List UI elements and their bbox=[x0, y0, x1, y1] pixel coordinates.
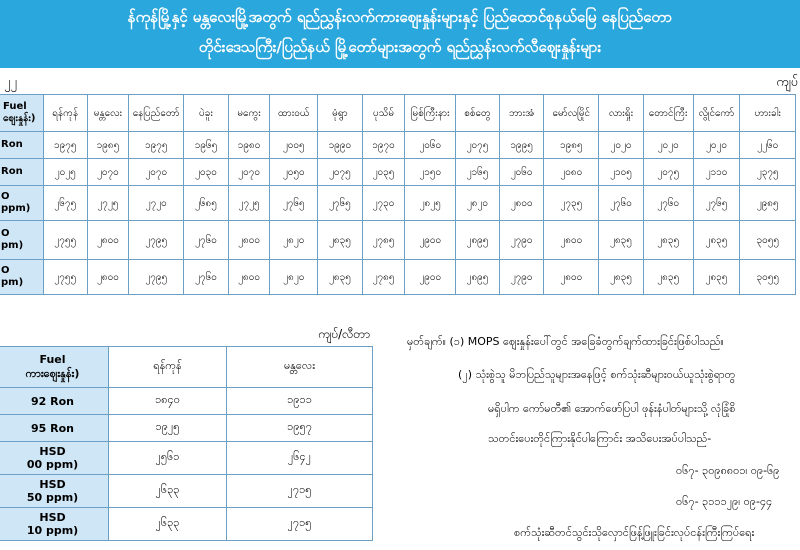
column-header: မြစ်ကြီးနား bbox=[405, 95, 456, 132]
fuel-type-line: pm) bbox=[1, 277, 24, 288]
fuel-header-cell bbox=[0, 95, 43, 132]
price-cell: ၃၀၅၅ bbox=[740, 221, 796, 260]
price-cell: ၂၈၂၅ bbox=[405, 186, 456, 221]
column-header: ဟားခါး bbox=[740, 95, 796, 132]
price-cell: ၂၀၇၀ bbox=[228, 159, 270, 186]
column-header: လားရှိုး bbox=[599, 95, 644, 132]
fuel-type-line: pm) bbox=[1, 240, 24, 251]
price-cell: ၂၇၈၅ bbox=[362, 221, 405, 260]
price-cell: ၂၁၁၀ bbox=[693, 159, 740, 186]
page-header bbox=[0, 0, 800, 68]
note-2: (၂) သုံးစွဲသူ မိဘပြည်သူများအနေဖြင့် စက်သုံးဆီများဝယ်ယူသုံးစွဲရာတွ bbox=[458, 368, 736, 381]
table-row bbox=[0, 508, 373, 541]
price-cell: ၁၉၈၅ bbox=[544, 132, 599, 159]
note-3: မရှိပါက ကော်မတီ၏ အောက်ဖော်ပြပါ ဖုန်းနံပါတ်များသို့ လုံခြုံစိ bbox=[488, 402, 736, 415]
fuel-header-line: Fuel bbox=[3, 101, 27, 112]
column-header: လွိုင်ကော် bbox=[693, 95, 740, 132]
price-cell: ၁၉၂၅ bbox=[109, 415, 227, 442]
price-cell: ၂၀၂၅ bbox=[43, 159, 87, 186]
price-cell: ၂၈၂၀ bbox=[456, 186, 500, 221]
header-title-line-1: န်ကုန်မြို့နှင့် မန္တလေးမြို့အတွက် ရည်ညွှန်းလက်ကားဈေးနှုန်းများနှင့် ပြည်ထောင်စုနယ်မြေ နေပြည်တော bbox=[127, 8, 673, 26]
price-cell: ၂၇၅၅ bbox=[43, 221, 87, 260]
fuel-type-line: 95 Ron bbox=[31, 421, 74, 435]
column-header: ပုသိမ် bbox=[362, 95, 405, 132]
price-cell: ၂၀၇၀ bbox=[87, 159, 129, 186]
price-cell: ၂၈၀၀ bbox=[499, 186, 544, 221]
table-row bbox=[0, 442, 373, 475]
price-cell: ၂၇၂၀ bbox=[129, 186, 184, 221]
column-header: မန္တလေး bbox=[227, 347, 373, 388]
note-1: မှတ်ချက်။ (၁) MOPS ဈေးနှုန်းပေါ်တွင် အခြေခံတွက်ချက်ထားခြင်းဖြစ်ပါသည်။ bbox=[407, 335, 724, 348]
table-row bbox=[0, 221, 796, 260]
price-cell: ၂၇၈၅ bbox=[362, 260, 405, 295]
price-cell: ၂၀၇၅ bbox=[456, 132, 500, 159]
fuel-header-line: ကားဈေးနှုန်း) bbox=[25, 367, 80, 380]
price-cell: ၂၇၆၅ bbox=[318, 186, 363, 221]
price-cell: ၂၈၃၅ bbox=[318, 260, 363, 295]
price-cell: ၂၀၆၀ bbox=[405, 132, 456, 159]
column-header: ဘားအံ bbox=[499, 95, 544, 132]
fuel-type-cell bbox=[0, 508, 109, 541]
price-cell: ၁၉၇၀ bbox=[362, 132, 405, 159]
price-cell: ၂၇၆၀ bbox=[599, 186, 644, 221]
fuel-type-cell bbox=[0, 221, 43, 260]
price-cell: ၁၉၇၅ bbox=[43, 132, 87, 159]
price-cell: ၂၇၂၅ bbox=[87, 186, 129, 221]
fuel-type-line: 10 ppm) bbox=[26, 524, 79, 537]
price-cell: ၂၇၁၅ bbox=[227, 508, 373, 541]
fuel-type-line: Ron bbox=[1, 166, 23, 177]
table-row bbox=[0, 159, 796, 186]
table-row bbox=[0, 260, 796, 295]
price-cell: ၁၈၄၀ bbox=[109, 388, 227, 415]
fuel-header-line: Fuel bbox=[39, 353, 66, 366]
column-header: တောင်ကြီး bbox=[643, 95, 693, 132]
price-cell: ၃၀၅၅ bbox=[740, 260, 796, 295]
price-cell: ၂၈၀၀ bbox=[544, 221, 599, 260]
column-header: နေပြည်တော် bbox=[129, 95, 184, 132]
price-cell: ၂၇၃၀ bbox=[362, 186, 405, 221]
price-cell: ၂၀၂၀ bbox=[693, 132, 740, 159]
price-cell: ၂၇၆၀ bbox=[184, 260, 229, 295]
column-header: မော်လမြိုင် bbox=[544, 95, 599, 132]
price-cell: ၂၀၇၅ bbox=[318, 159, 363, 186]
fuel-type-cell bbox=[0, 186, 43, 221]
price-cell: ၂၈၀၀ bbox=[544, 260, 599, 295]
column-header: ထားဝယ် bbox=[270, 95, 318, 132]
note-4: သတင်းပေးတိုင်ကြားနိုင်ပါကြောင်း အသိပေးအပ်ပါသည်- bbox=[488, 432, 712, 445]
table-row bbox=[0, 388, 373, 415]
fuel-type-line: Ron bbox=[1, 139, 23, 150]
price-cell: ၂၈၀၀ bbox=[228, 221, 270, 260]
price-cell: ၁၉၈၀ bbox=[228, 132, 270, 159]
price-cell: ၁၉၁၁ bbox=[227, 388, 373, 415]
unit-label-top: ကျပ် bbox=[776, 75, 798, 90]
fuel-header-line: ဈေးနှုန်း) bbox=[3, 113, 36, 124]
fuel-type-cell bbox=[0, 388, 109, 415]
price-cell: ၂၂၆၀ bbox=[740, 132, 796, 159]
fuel-type-line: HSD bbox=[39, 478, 66, 491]
table-row bbox=[0, 415, 373, 442]
price-cell: ၂၇၃၅ bbox=[544, 186, 599, 221]
price-cell: ၂၇၉၀ bbox=[499, 260, 544, 295]
fuel-type-line: HSD bbox=[39, 511, 66, 524]
fuel-type-line: HSD bbox=[39, 445, 66, 458]
price-cell: ၂၉၀၀ bbox=[405, 221, 456, 260]
price-cell: ၂၃၇၅ bbox=[740, 159, 796, 186]
price-cell: ၂၇၆၅ bbox=[270, 186, 318, 221]
price-cell: ၂၈၀၀ bbox=[228, 260, 270, 295]
price-cell: ၂၇၆၅ bbox=[693, 186, 740, 221]
price-cell: ၂၇၉၀ bbox=[499, 221, 544, 260]
price-cell: ၂၈၃၅ bbox=[693, 260, 740, 295]
column-header: ပဲခူး bbox=[184, 95, 229, 132]
price-cell: ၂၇၉၅ bbox=[129, 260, 184, 295]
column-header: ရန်ကုန် bbox=[43, 95, 87, 132]
price-cell: ၂၈၃၅ bbox=[643, 260, 693, 295]
price-cell: ၂၈၀၀ bbox=[87, 221, 129, 260]
price-cell: ၁၉၉၀ bbox=[318, 132, 363, 159]
header-title-line-2: တိုင်းဒေသကြီး/ပြည်နယ် မြို့တော်များအတွက် ရည်ညွှန်းလက်လီဈေးနှုန်းများ bbox=[198, 38, 602, 56]
price-cell: ၂၀၃၅ bbox=[362, 159, 405, 186]
price-cell: ၂၈၃၅ bbox=[599, 221, 644, 260]
price-cell: ၂၀၇၀ bbox=[129, 159, 184, 186]
price-cell: ၂၆၃၃ bbox=[109, 475, 227, 508]
price-cell: ၂၆၈၅ bbox=[184, 186, 229, 221]
price-cell: ၂၀၇၅ bbox=[643, 159, 693, 186]
price-cell: ၂၉၈၅ bbox=[740, 186, 796, 221]
retail-price-table bbox=[0, 94, 796, 295]
price-cell: ၂၁၆၅ bbox=[456, 159, 500, 186]
price-cell: ၂၇၁၅ bbox=[227, 475, 373, 508]
table-row bbox=[0, 186, 796, 221]
price-cell: ၂၉၀၀ bbox=[405, 260, 456, 295]
fuel-type-cell bbox=[0, 159, 43, 186]
price-cell: ၂၅၆၁ bbox=[109, 442, 227, 475]
fuel-type-line: O bbox=[1, 228, 10, 239]
column-header: မန္တလေး bbox=[87, 95, 129, 132]
price-cell: ၂၀၆၀ bbox=[499, 159, 544, 186]
price-cell: ၁၉၉၅ bbox=[499, 132, 544, 159]
price-cell: ၂၆၄၂ bbox=[227, 442, 373, 475]
fuel-type-line: 92 Ron bbox=[31, 394, 74, 408]
price-cell: ၂၈၃၅ bbox=[599, 260, 644, 295]
price-cell: ၂၇၉၅ bbox=[129, 221, 184, 260]
price-cell: ၂၆၃၃ bbox=[109, 508, 227, 541]
fuel-type-cell bbox=[0, 132, 43, 159]
fuel-type-cell bbox=[0, 475, 109, 508]
fuel-type-cell bbox=[0, 260, 43, 295]
price-cell: ၂၆၇၅ bbox=[43, 186, 87, 221]
price-cell: ၂၀၂၀ bbox=[643, 132, 693, 159]
price-cell: ၂၇၅၅ bbox=[43, 260, 87, 295]
contact-phone-1: ၀၆၇- ၃၀၉၈၈၀၁၊ ၀၉-၆၉ bbox=[676, 464, 780, 477]
wholesale-price-table bbox=[0, 346, 373, 541]
price-cell: ၂၈၃၅ bbox=[693, 221, 740, 260]
committee-name: စက်သုံးဆီတင်သွင်းသိုလှောင်ဖြန့်ဖြူးခြင်းလုပ်ငန်းကြီးကြပ်ရေး bbox=[514, 526, 755, 539]
price-cell: ၂၁၀၅ bbox=[599, 159, 644, 186]
price-cell: ၂၀၅၀ bbox=[270, 159, 318, 186]
table-row bbox=[0, 475, 373, 508]
price-cell: ၂၀၀၅ bbox=[270, 132, 318, 159]
fuel-type-line: 50 ppm) bbox=[26, 491, 79, 504]
column-header: ရန်ကုန် bbox=[109, 347, 227, 388]
unit-label-wholesale: ကျပ်/လီတာ bbox=[318, 327, 371, 341]
price-cell: ၂၈၂၀ bbox=[270, 221, 318, 260]
table-row bbox=[0, 132, 796, 159]
price-cell: ၂၈၃၅ bbox=[643, 221, 693, 260]
fuel-type-line: ppm) bbox=[1, 203, 31, 214]
contact-phone-2: ၀၆၇- ၃၁၁၁၂၉၊ ၀၉-၄၄ bbox=[676, 495, 773, 508]
column-header: စစ်တွေ bbox=[456, 95, 500, 132]
price-cell: ၂၈၉၅ bbox=[456, 221, 500, 260]
fuel-type-cell bbox=[0, 442, 109, 475]
price-cell: ၂၀၃၀ bbox=[184, 159, 229, 186]
price-cell: ၂၇၆၀ bbox=[184, 221, 229, 260]
price-cell: ၁၉၅၇ bbox=[227, 415, 373, 442]
price-cell: ၂၈၉၅ bbox=[456, 260, 500, 295]
column-header: မကွေး bbox=[228, 95, 270, 132]
fuel-type-line: 00 ppm) bbox=[26, 458, 79, 471]
column-header: မုံရွာ bbox=[318, 95, 363, 132]
price-cell: ၂၀၂၀ bbox=[599, 132, 644, 159]
price-cell: ၂၁၅၀ bbox=[405, 159, 456, 186]
fuel-type-line: O bbox=[1, 191, 10, 202]
price-cell: ၁၉၇၅ bbox=[129, 132, 184, 159]
fuel-type-line: O bbox=[1, 265, 10, 276]
price-cell: ၁၉၆၅ bbox=[184, 132, 229, 159]
price-cell: ၂၈၀၀ bbox=[87, 260, 129, 295]
price-cell: ၂၇၂၅ bbox=[228, 186, 270, 221]
price-cell: ၂၀၈၀ bbox=[544, 159, 599, 186]
fuel-type-cell bbox=[0, 415, 109, 442]
date-label: ၂၂ bbox=[4, 75, 17, 90]
fuel-header-cell bbox=[0, 347, 109, 388]
price-cell: ၂၈၃၅ bbox=[318, 221, 363, 260]
price-cell: ၂၇၆၀ bbox=[643, 186, 693, 221]
price-cell: ၁၉၈၅ bbox=[87, 132, 129, 159]
price-cell: ၂၈၂၀ bbox=[270, 260, 318, 295]
